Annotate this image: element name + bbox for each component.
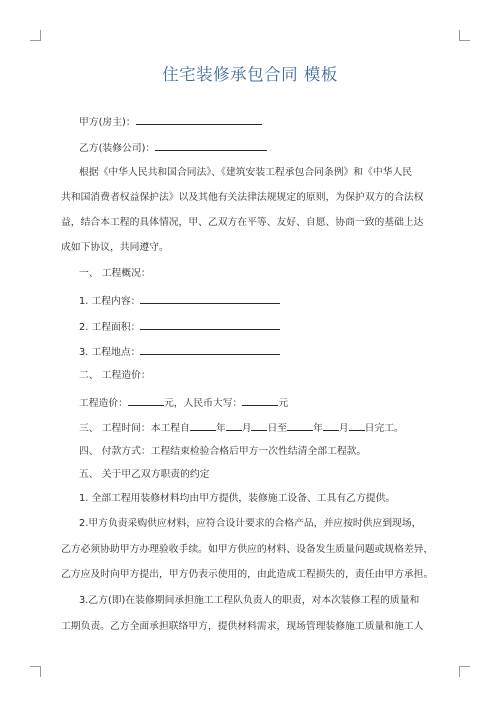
start-month-blank — [226, 421, 242, 431]
cost-words-label: 元，人民币大写： — [163, 398, 243, 409]
section-3-label: 三、 工程时间：本工程自 — [79, 423, 190, 434]
document-title: 住宅装修承包合同 模板 — [162, 65, 338, 84]
start-month-unit: 月 — [241, 423, 252, 434]
item-1-label: 1. 工程内容： — [79, 296, 141, 307]
start-year-blank — [190, 421, 216, 431]
item-3-line — [79, 345, 280, 359]
end-month-blank — [323, 421, 339, 431]
end-month-unit: 月 — [338, 423, 349, 434]
end-year-blank — [287, 421, 313, 431]
cost-unit: 元 — [278, 398, 289, 409]
cost-line — [79, 396, 288, 410]
intro-line-4: 成如下协议，共同遵守。 — [61, 242, 169, 253]
crop-mark-bottom-right — [459, 666, 470, 667]
intro-line-1: 根据《中华人民共和国合同法》、《建筑安装工程承包合同条例》和《中华人民 — [79, 167, 413, 178]
item-1-line — [79, 294, 280, 308]
crop-mark-bottom-right-v — [459, 666, 460, 677]
crop-mark-top-right-v — [459, 30, 460, 41]
party-b-blank — [155, 141, 267, 151]
duty-2-line-1: 2.甲方负责采购供应材料，应符合设计要求的合格产品，并应按时供应到现场， — [79, 518, 422, 529]
crop-mark-bottom-left-v — [40, 666, 41, 677]
item-3-label: 3. 工程地点： — [79, 347, 141, 358]
end-day-unit: 日完工。 — [364, 423, 404, 434]
item-1-blank — [140, 294, 280, 304]
start-year-unit: 年 — [215, 423, 226, 434]
start-day-blank — [251, 421, 267, 431]
crop-mark-top-right — [459, 40, 470, 41]
start-day-unit: 日至 — [267, 423, 288, 434]
section-4-line: 四、 付款方式：工程结束检验合格后甲方一次性结清全部工程款。 — [79, 446, 367, 457]
party-b-line — [79, 141, 267, 155]
end-day-blank — [349, 421, 365, 431]
section-1-heading: 一、 工程概况： — [79, 268, 151, 279]
party-b-label: 乙方(装修公司)： — [79, 143, 156, 154]
section-5-heading: 五、 关于甲乙双方职责的约定 — [79, 469, 210, 480]
item-2-blank — [140, 320, 280, 330]
intro-line-2: 共和国消费者权益保护法》以及其他有关法律法规规定的原则，为保护双方的合法权 — [61, 192, 424, 203]
party-a-line — [79, 115, 262, 129]
item-3-blank — [140, 345, 280, 355]
section-2-heading: 二、 工程造价： — [79, 370, 151, 381]
end-year-unit: 年 — [313, 423, 323, 434]
cost-amount-blank — [128, 396, 164, 406]
party-a-blank — [136, 115, 262, 125]
item-2-line — [79, 320, 280, 334]
duty-3-line-1: 3.乙方(即)在装修期间承担施工工程队负责人的职责，对本次装修工程的质量和 — [79, 595, 420, 606]
intro-line-3: 益，结合本工程的具体情况，甲、乙双方在平等、友好、自愿、协商一致的基础上达 — [61, 217, 424, 228]
duty-3-line-2: 工期负责。乙方全面承担联络甲方，提供材料需求，现场管理装修施工质量和施工人 — [61, 621, 424, 632]
cost-label: 工程造价： — [79, 398, 128, 409]
item-2-label: 2. 工程面积： — [79, 322, 141, 333]
duty-2-line-2: 乙方必须协助甲方办理验收手续。如甲方供应的材料、设备发生质量问题或规格差异， — [61, 544, 434, 555]
duty-2-line-3: 乙方应及时向甲方提出，甲方仍表示使用的，由此造成工程损失的，责任由甲方承担。 — [61, 569, 434, 580]
section-3-line — [79, 421, 404, 435]
crop-mark-top-left-v — [40, 30, 41, 41]
party-a-label: 甲方(房主)： — [79, 117, 136, 128]
duty-1: 1. 全部工程用装修材料均由甲方提供，装修施工设备、工具有乙方提供。 — [79, 493, 396, 504]
cost-words-blank — [242, 396, 278, 406]
